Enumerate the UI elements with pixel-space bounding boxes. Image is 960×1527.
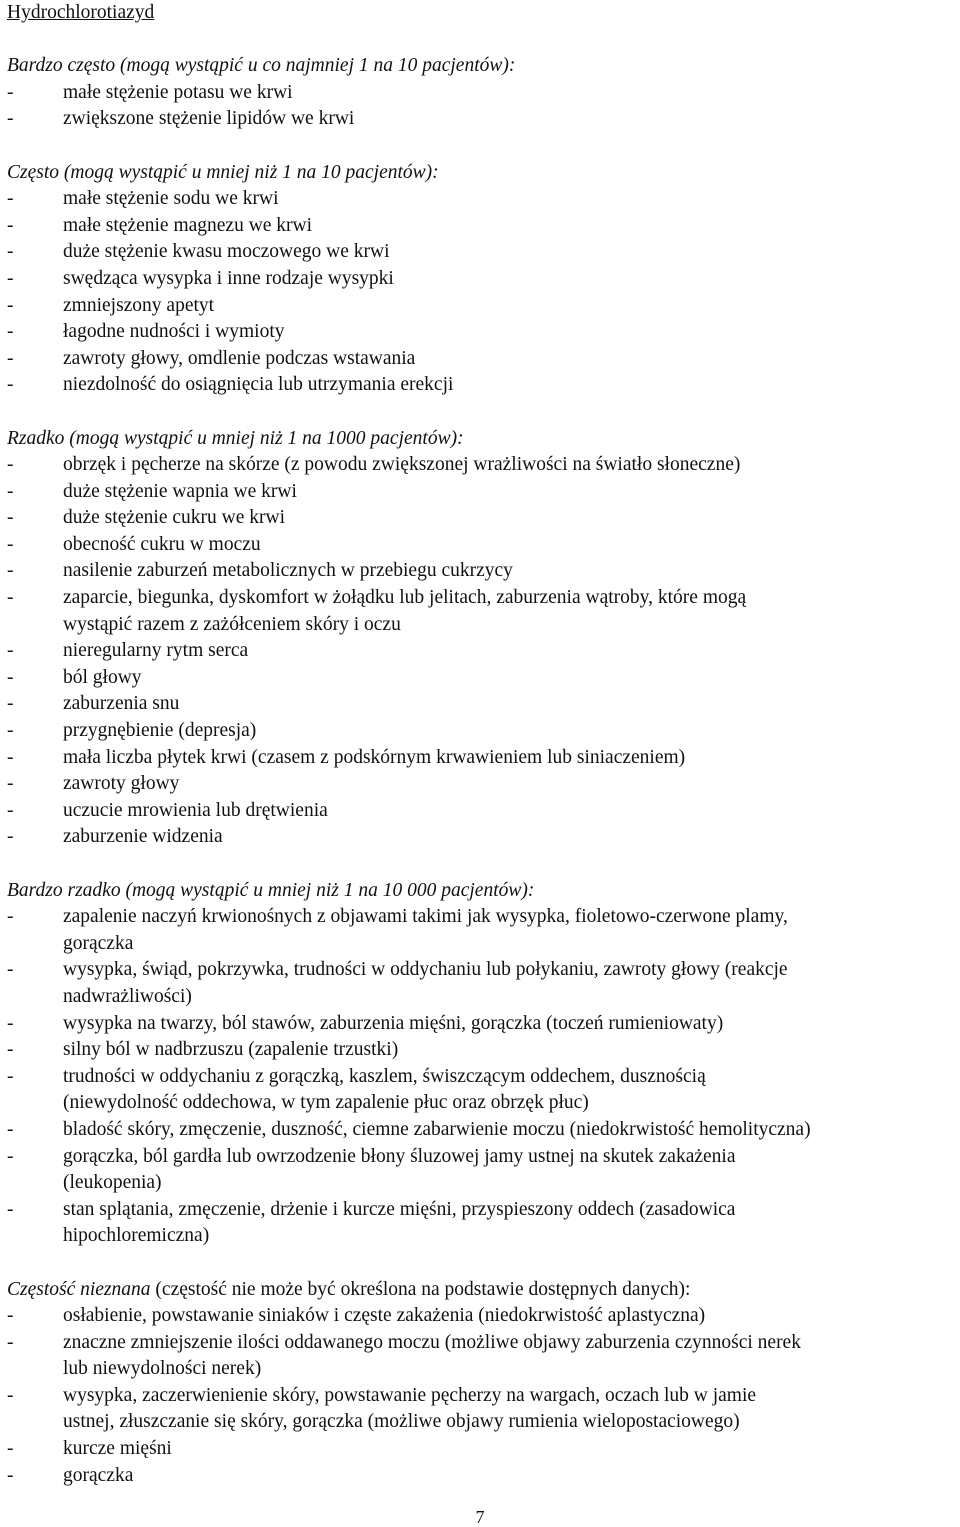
list-item [7, 106, 957, 133]
list-item-line: znaczne zmniejszenie ilości oddawanego moczu (możliwe objawy zaburzenia czynności nerek [63, 1331, 801, 1353]
list-item-text [63, 904, 957, 957]
section-heading-note: (częstość nie może być określona na podstawie dostępnych danych): [150, 1278, 691, 1300]
list-item-text [63, 1117, 957, 1144]
list-item-line: uczucie mrowienia lub drętwienia [63, 799, 328, 821]
list-item [7, 718, 957, 745]
bullet-dash: - [7, 959, 14, 981]
list-item-text [63, 745, 957, 772]
list-item [7, 1436, 957, 1463]
list-item-line: ból głowy [63, 666, 142, 688]
list-item-text [63, 186, 957, 213]
bullet-dash: - [7, 1145, 14, 1167]
list-item-line: swędząca wysypka i inne rodzaje wysypki [63, 267, 394, 289]
list-item-line: hipochloremiczna) [63, 1225, 210, 1247]
section-heading [7, 1277, 957, 1304]
list-item [7, 293, 957, 320]
list-item-text [63, 558, 957, 585]
list-item-line: gorączka [63, 1464, 134, 1486]
list-item [7, 1037, 957, 1064]
list-item-line: duże stężenie wapnia we krwi [63, 480, 297, 502]
bullet-dash: - [7, 1065, 14, 1087]
bullet-dash: - [7, 1012, 14, 1034]
list-item-text [63, 1011, 957, 1038]
list-item-line: przygnębienie (depresja) [63, 720, 257, 742]
list-item-line: obecność cukru w moczu [63, 533, 261, 555]
bullet-dash: - [7, 1305, 14, 1327]
bullet-dash: - [7, 267, 14, 289]
bullet-dash: - [7, 587, 14, 609]
list-item-line: duże stężenie cukru we krwi [63, 507, 285, 529]
list-item-text [63, 824, 957, 851]
list-item-text [63, 293, 957, 320]
bullet-dash: - [7, 108, 14, 130]
bullet-dash: - [7, 1331, 14, 1353]
list-item-text [63, 372, 957, 399]
list-item-line: duże stężenie kwasu moczowego we krwi [63, 241, 390, 263]
list-item-line: małe stężenie potasu we krwi [63, 81, 293, 103]
section-heading-text: Często (mogą wystąpić u mniej niż 1 na 10 pacjentów): [7, 161, 439, 183]
bullet-dash: - [7, 666, 14, 688]
section-4 [7, 1277, 957, 1490]
list-item-text [63, 346, 957, 373]
bullet-dash: - [7, 560, 14, 582]
list-item-line: małe stężenie magnezu we krwi [63, 214, 313, 236]
list-item-text [63, 585, 957, 638]
list-item-line: wysypka, zaczerwienienie skóry, powstawanie pęcherzy na wargach, oczach lub w jamie [63, 1384, 757, 1406]
bullet-dash: - [7, 1464, 14, 1486]
list-item-line: lub niewydolności nerek) [63, 1358, 262, 1380]
bullet-dash: - [7, 81, 14, 103]
list-item-line: zawroty głowy, omdlenie podczas wstawania [63, 347, 416, 369]
bullet-dash: - [7, 693, 14, 715]
list-item-line: mała liczba płytek krwi (czasem z podskórnym krwawieniem lub siniaczeniem) [63, 746, 686, 768]
list-item-line: zapalenie naczyń krwionośnych z objawami takimi jak wysypka, fioletowo-czerwone plamy, [63, 906, 788, 928]
bullet-dash: - [7, 454, 14, 476]
list-item-text [63, 505, 957, 532]
section-0 [7, 53, 957, 133]
list-item-line: zwiększone stężenie lipidów we krwi [63, 108, 355, 130]
list-item-line: (niewydolność oddechowa, w tym zapalenie płuc oraz obrzęk płuc) [63, 1092, 589, 1114]
list-item-text [63, 479, 957, 506]
list-item [7, 665, 957, 692]
list-item-line: kurcze mięśni [63, 1438, 172, 1460]
document-body [7, 0, 957, 1489]
list-item [7, 266, 957, 293]
bullet-dash: - [7, 480, 14, 502]
list-item-line: osłabienie, powstawanie siniaków i częste zakażenia (niedokrwistość aplastyczna) [63, 1305, 706, 1327]
bullet-dash: - [7, 746, 14, 768]
list-item-line: gorączka [63, 932, 134, 954]
bullet-dash: - [7, 906, 14, 928]
section-heading [7, 160, 957, 187]
list-item [7, 1117, 957, 1144]
list-item [7, 745, 957, 772]
list-item-text [63, 1037, 957, 1064]
list-item [7, 505, 957, 532]
bullet-dash: - [7, 533, 14, 555]
section-3 [7, 878, 957, 1250]
list-item-line: zaparcie, biegunka, dyskomfort w żołądku lub jelitach, zaburzenia wątroby, które mogą [63, 587, 747, 609]
list-item-line: wysypka, świąd, pokrzywka, trudności w oddychaniu lub połykaniu, zawroty głowy (reakcje [63, 959, 788, 981]
list-item [7, 638, 957, 665]
bullet-dash: - [7, 347, 14, 369]
list-item [7, 1144, 957, 1197]
list-item [7, 798, 957, 825]
list-item-line: niezdolność do osiągnięcia lub utrzymania erekcji [63, 374, 454, 396]
document-title: Hydrochlorotiazyd [7, 2, 155, 23]
list-item [7, 1197, 957, 1250]
list-item-line: małe stężenie sodu we krwi [63, 188, 279, 210]
list-item [7, 1383, 957, 1436]
list-item [7, 1011, 957, 1038]
list-item-text [63, 1064, 957, 1117]
bullet-dash: - [7, 321, 14, 343]
list-item [7, 691, 957, 718]
list-item [7, 1330, 957, 1383]
list-item-text [63, 213, 957, 240]
list-item [7, 186, 957, 213]
list-item [7, 1064, 957, 1117]
section-heading [7, 426, 957, 453]
bullet-dash: - [7, 799, 14, 821]
list-item [7, 824, 957, 851]
list-item-line: zaburzenia snu [63, 693, 180, 715]
list-item-text [63, 638, 957, 665]
list-item-line: stan splątania, zmęczenie, drżenie i kurcze mięśni, przyspieszony oddech (zasadowica [63, 1198, 736, 1220]
list-item-text [63, 239, 957, 266]
list-item-line: gorączka, ból gardła lub owrzodzenie błony śluzowej jamy ustnej na skutek zakażenia [63, 1145, 736, 1167]
list-item-line: trudności w oddychaniu z gorączką, kaszlem, świszczącym oddechem, dusznością [63, 1065, 706, 1087]
section-heading [7, 53, 957, 80]
list-item-text [63, 1144, 957, 1197]
list-item [7, 239, 957, 266]
sections-container [7, 53, 957, 1489]
bullet-dash: - [7, 1198, 14, 1220]
list-item-text [63, 80, 957, 107]
list-item [7, 479, 957, 506]
list-item-line: nadwrażliwości) [63, 985, 192, 1007]
list-item-text [63, 532, 957, 559]
list-item-text [63, 1330, 957, 1383]
list-item-text [63, 957, 957, 1010]
bullet-dash: - [7, 214, 14, 236]
section-1 [7, 160, 957, 399]
bullet-dash: - [7, 640, 14, 662]
list-item [7, 585, 957, 638]
list-item [7, 213, 957, 240]
list-item [7, 80, 957, 107]
bullet-dash: - [7, 720, 14, 742]
bullet-dash: - [7, 188, 14, 210]
list-item-text [63, 798, 957, 825]
list-item-line: nasilenie zaburzeń metabolicznych w przebiegu cukrzycy [63, 560, 513, 582]
list-item [7, 904, 957, 957]
list-item-line: nieregularny rytm serca [63, 640, 249, 662]
list-item-text [63, 691, 957, 718]
list-item-line: łagodne nudności i wymioty [63, 321, 285, 343]
list-item-line: zmniejszony apetyt [63, 294, 215, 316]
list-item-text [63, 1197, 957, 1250]
section-2 [7, 426, 957, 852]
list-item-text [63, 452, 957, 479]
list-item-text [63, 1436, 957, 1463]
list-item-text [63, 319, 957, 346]
section-heading-text: Bardzo rzadko (mogą wystąpić u mniej niż 1 na 10 000 pacjentów): [7, 879, 535, 901]
list-item-text [63, 106, 957, 133]
list-item-line: wystąpić razem z zażółceniem skóry i oczu [63, 613, 401, 635]
list-item [7, 957, 957, 1010]
bullet-dash: - [7, 1039, 14, 1061]
list-item [7, 1303, 957, 1330]
list-item [7, 1463, 957, 1490]
bullet-dash: - [7, 826, 14, 848]
section-heading-text: Bardzo często (mogą wystąpić u co najmniej 1 na 10 pacjentów): [7, 55, 516, 77]
bullet-dash: - [7, 374, 14, 396]
list-item-text [63, 1463, 957, 1490]
list-item [7, 558, 957, 585]
list-item-line: wysypka na twarzy, ból stawów, zaburzenia mięśni, gorączka (toczeń rumieniowaty) [63, 1012, 724, 1034]
list-item-line: bladość skóry, zmęczenie, duszność, ciemne zabarwienie moczu (niedokrwistość hemolityczna) [63, 1118, 811, 1140]
list-item-line: silny ból w nadbrzuszu (zapalenie trzustki) [63, 1039, 399, 1061]
list-item-line: zaburzenie widzenia [63, 826, 223, 848]
list-item [7, 319, 957, 346]
list-item [7, 771, 957, 798]
list-item [7, 372, 957, 399]
list-item-line: obrzęk i pęcherze na skórze (z powodu zwiększonej wrażliwości na światło słoneczne) [63, 454, 741, 476]
list-item-text [63, 1383, 957, 1436]
bullet-dash: - [7, 241, 14, 263]
list-item-line: zawroty głowy [63, 773, 180, 795]
list-item [7, 452, 957, 479]
bullet-dash: - [7, 294, 14, 316]
bullet-dash: - [7, 1438, 14, 1460]
section-heading-text: Częstość nieznana [7, 1278, 151, 1300]
bullet-dash: - [7, 507, 14, 529]
list-item [7, 532, 957, 559]
list-item-text [63, 718, 957, 745]
bullet-dash: - [7, 773, 14, 795]
section-heading-text: Rzadko (mogą wystąpić u mniej niż 1 na 1000 pacjentów): [7, 427, 464, 449]
bullet-dash: - [7, 1118, 14, 1140]
bullet-dash: - [7, 1384, 14, 1406]
list-item [7, 346, 957, 373]
list-item-text [63, 266, 957, 293]
page-number: 7 [475, 1507, 485, 1527]
list-item-text [63, 665, 957, 692]
section-heading [7, 878, 957, 905]
list-item-text [63, 771, 957, 798]
list-item-line: (leukopenia) [63, 1172, 162, 1194]
list-item-line: ustnej, złuszczanie się skóry, gorączka (możliwe objawy rumienia wielopostaciowego) [63, 1411, 740, 1433]
list-item-text [63, 1303, 957, 1330]
